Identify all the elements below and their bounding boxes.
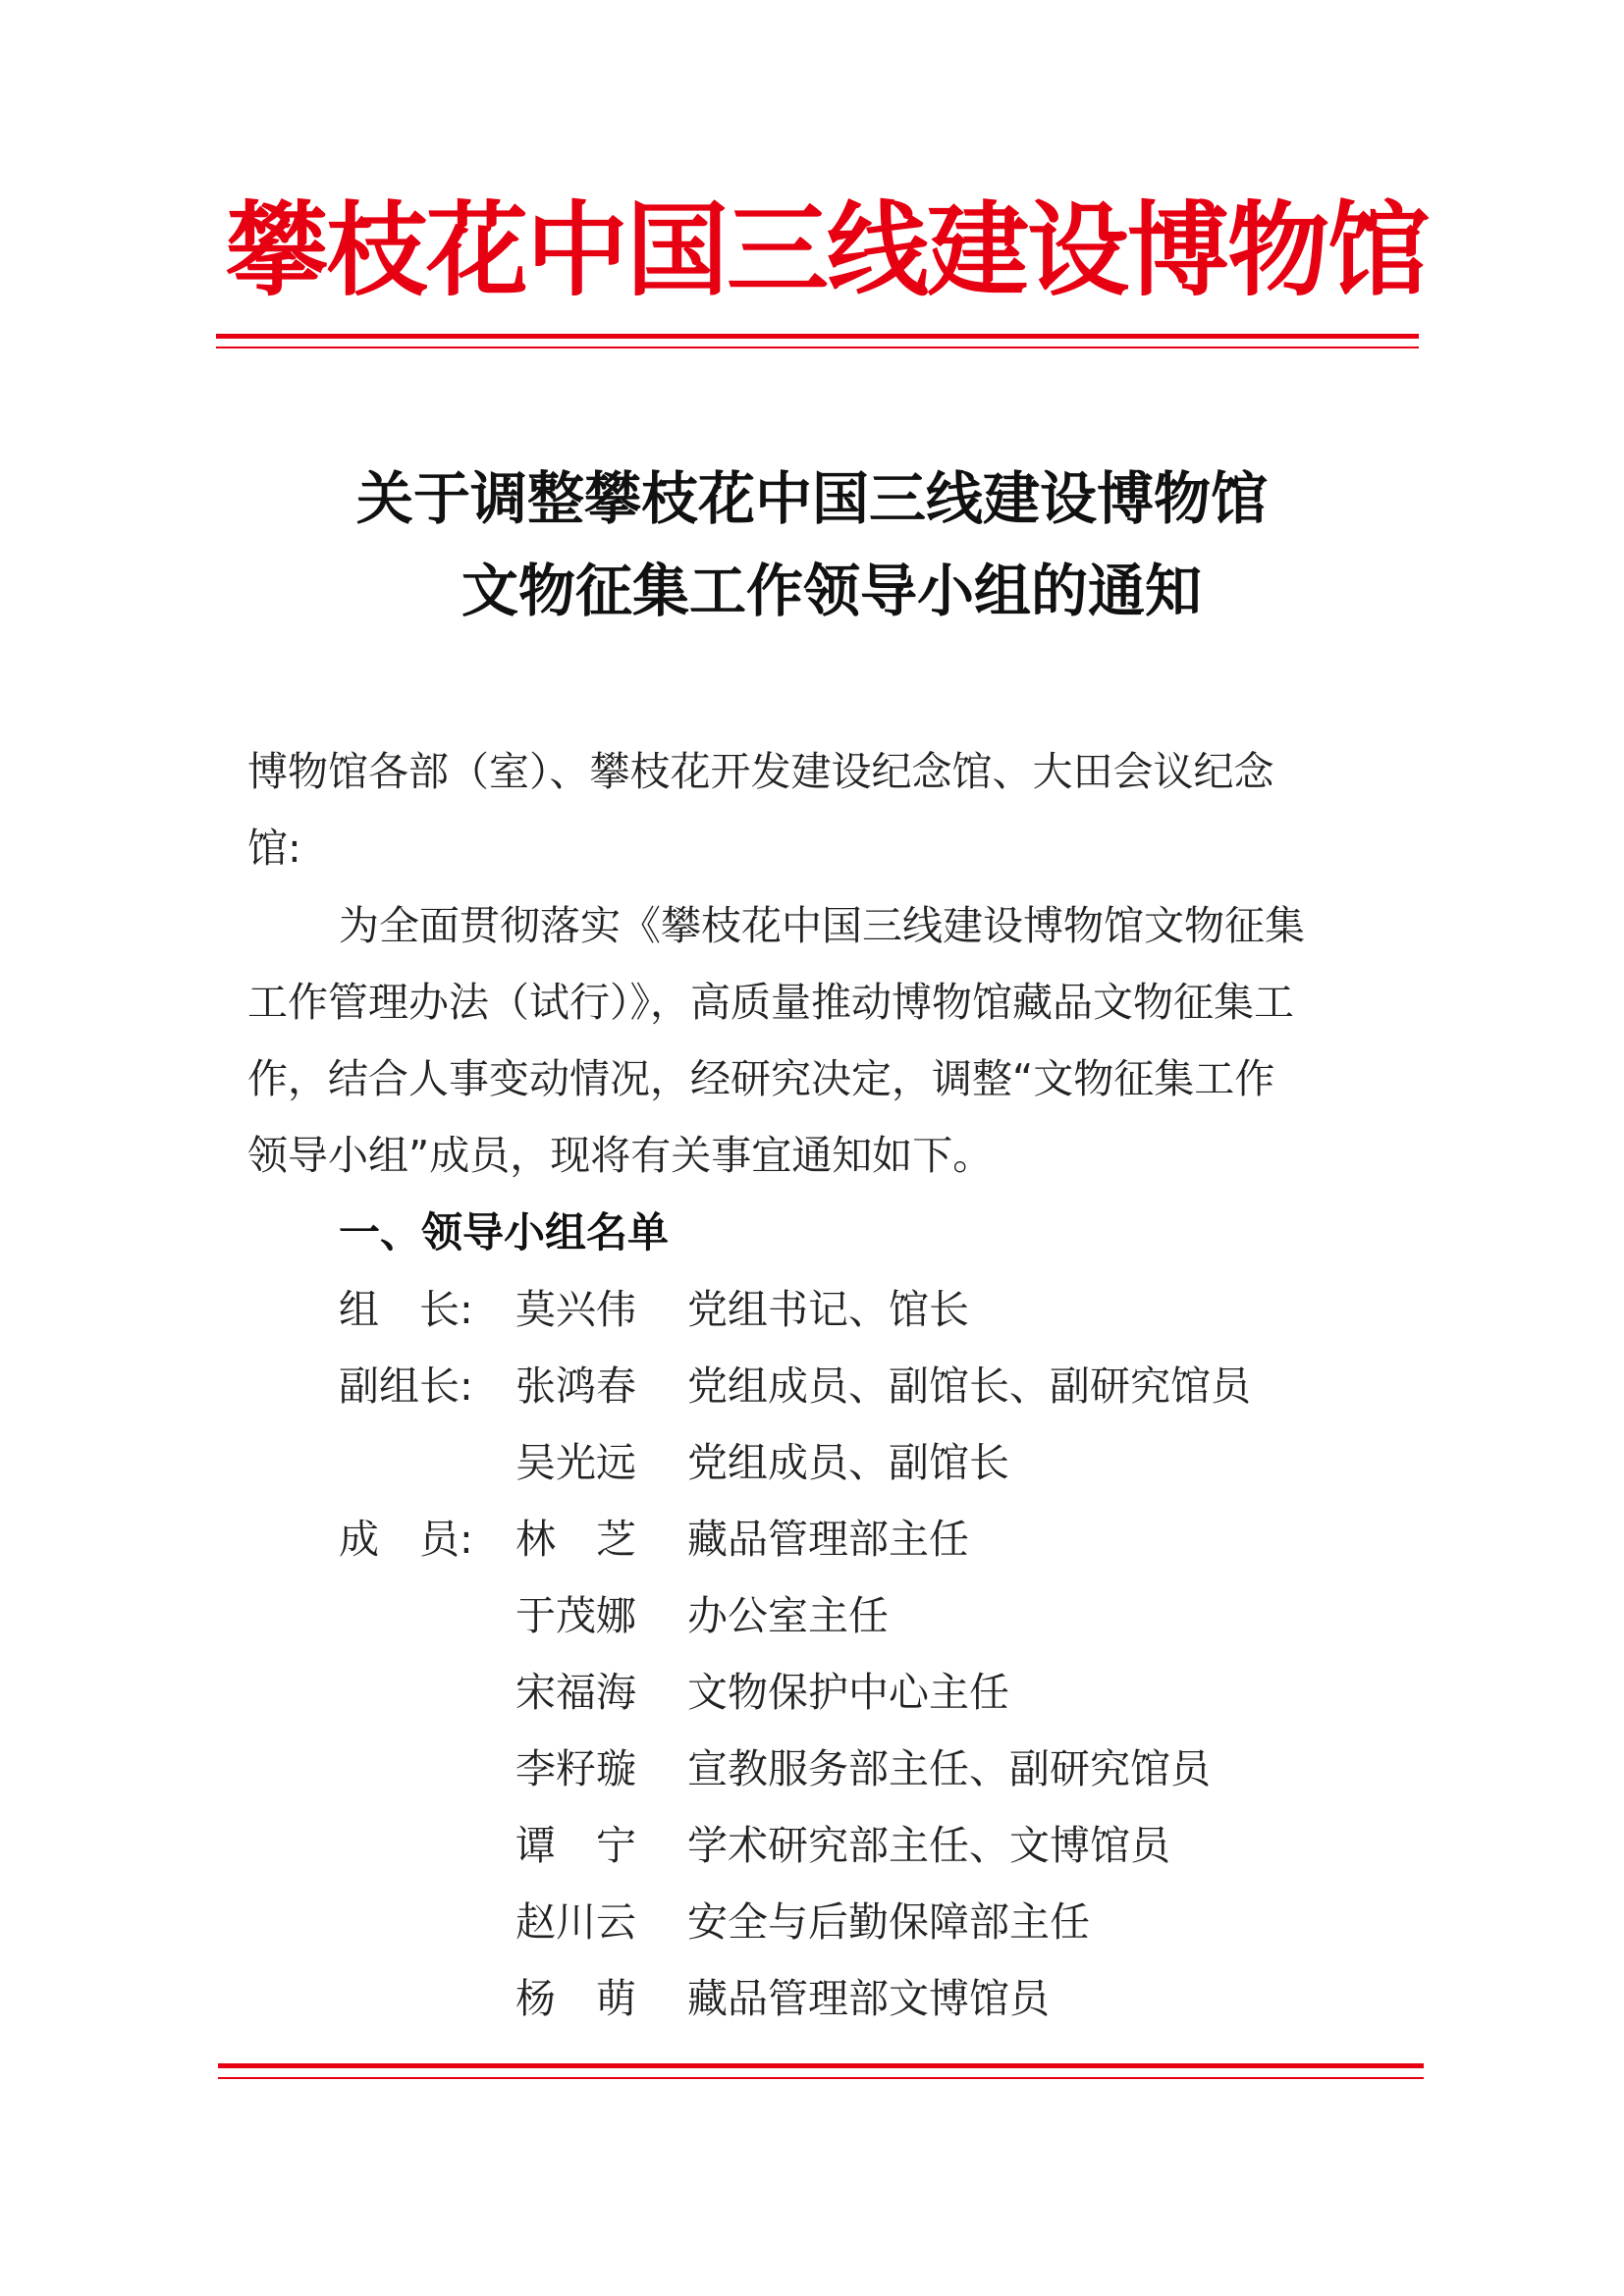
recipients-line-1: 博物馆各部（室）、攀枝花开发建设纪念馆、大田会议纪念 [247,748,1274,795]
member-name: 张鸿春 [515,1362,636,1410]
header-rule-thin [216,347,1419,348]
paragraph-line-1: 为全面贯彻落实《攀枝花中国三线建设博物馆文物征集 [339,902,1305,949]
member-role: 宣教服务部主任、副研究馆员 [687,1745,1211,1792]
document-title-line-1: 关于调整攀枝花中国三线建设博物馆 [355,465,1268,532]
recipients-line-2: 馆: [247,825,301,872]
member-label: 副组长: [339,1362,473,1410]
paragraph-line-2: 工作管理办法（试行）》，高质量推动博物馆藏品文物征集工 [247,979,1294,1026]
section-heading: 一、领导小组名单 [339,1208,670,1256]
member-name: 宋福海 [515,1669,636,1716]
member-role: 学术研究部主任、文博馆员 [687,1822,1170,1869]
member-role: 安全与后勤保障部主任 [687,1898,1090,1946]
member-label: 成 员: [339,1516,473,1563]
member-name: 李籽璇 [515,1745,636,1792]
member-role: 藏品管理部文博馆员 [687,1975,1050,2022]
member-role: 党组书记、馆长 [687,1286,969,1333]
member-role: 党组成员、副馆长 [687,1439,1009,1486]
paragraph-line-3: 作，结合人事变动情况，经研究决定，调整“文物征集工作 [247,1055,1275,1102]
member-role: 办公室主任 [687,1592,889,1639]
member-name: 林 芝 [515,1516,636,1563]
member-name: 赵川云 [515,1898,636,1946]
member-role: 藏品管理部主任 [687,1516,969,1563]
document-title-line-2: 文物征集工作领导小组的通知 [460,558,1202,624]
member-label: 组 长: [339,1286,473,1333]
member-name: 吴光远 [515,1439,636,1486]
letterhead-org-name: 攀枝花中国三线建设博物馆 [226,189,1429,310]
member-role: 文物保护中心主任 [687,1669,1009,1716]
member-name: 莫兴伟 [515,1286,636,1333]
member-name: 于茂娜 [515,1592,636,1639]
footer-rule-thin [218,2077,1424,2079]
member-role: 党组成员、副馆长、副研究馆员 [687,1362,1251,1410]
paragraph-line-4: 领导小组”成员，现将有关事宜通知如下。 [247,1132,994,1179]
header-rule-thick [216,334,1419,339]
member-name: 谭 宁 [515,1822,636,1869]
member-name: 杨 萌 [515,1975,636,2022]
footer-rule-thick [218,2063,1424,2068]
